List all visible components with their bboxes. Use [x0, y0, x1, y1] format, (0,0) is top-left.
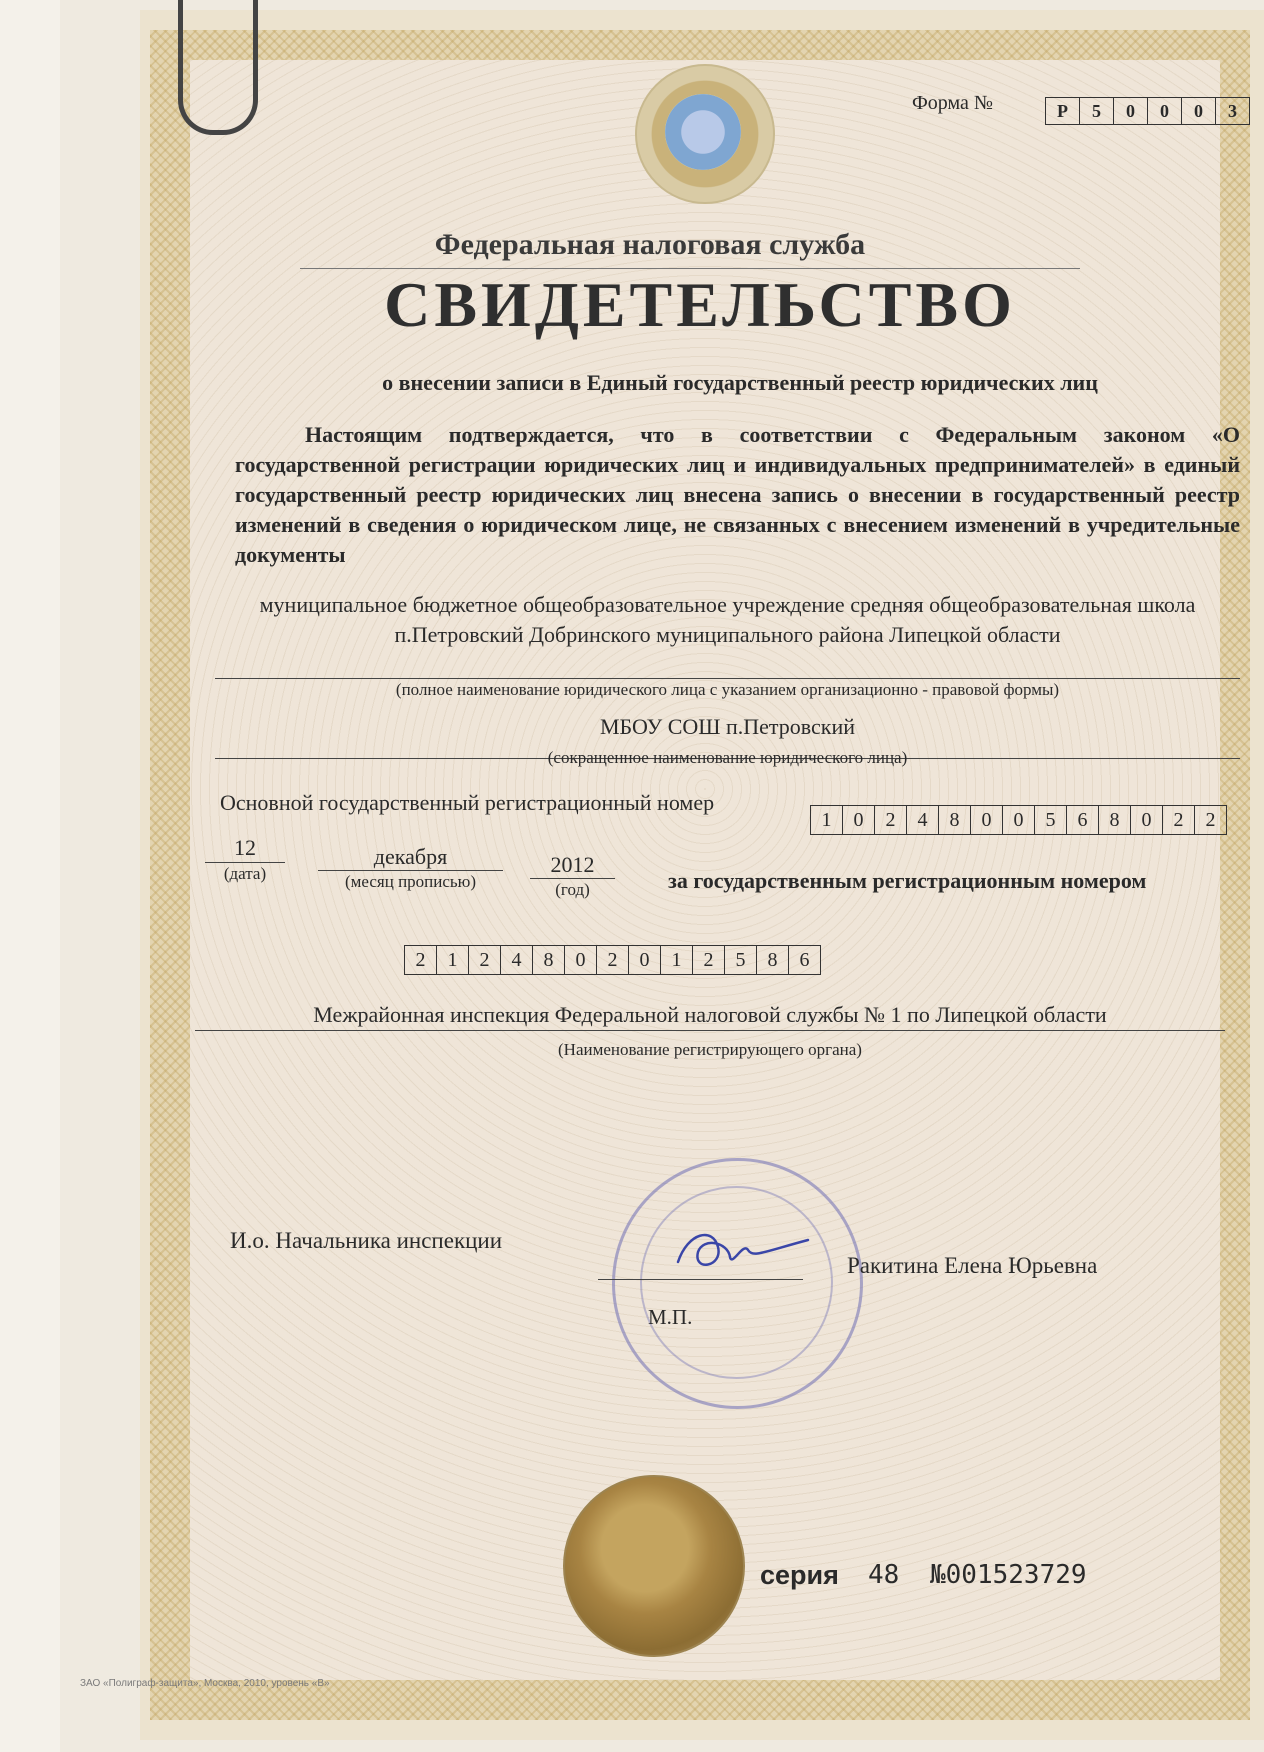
certificate-subtitle: о внесении записи в Единый государственный реестр юридических лиц	[382, 370, 1098, 395]
ogrn-digit-cell: 2	[1163, 805, 1195, 835]
ogrn-digit-cell: 4	[907, 805, 939, 835]
date-day: 12	[234, 835, 256, 860]
full-name-caption: (полное наименование юридического лица с указанием организационно - правовой формы)	[395, 680, 1060, 699]
ogrn-digit-cell: 2	[875, 805, 907, 835]
series-value: 48	[868, 1560, 900, 1590]
signatory-name: Ракитина Елена Юрьевна	[847, 1253, 1098, 1278]
ogrn-digit-cell: 0	[1003, 805, 1035, 835]
date-year: 2012	[550, 852, 595, 877]
form-number-label: Форма №	[912, 92, 993, 114]
ogrn-digit-cell: 5	[1035, 805, 1067, 835]
seal-place-label: М.П.	[648, 1305, 693, 1329]
form-number-cells	[1045, 97, 1250, 125]
ogrn-cells	[810, 805, 1227, 835]
grn-digit-cell: 0	[565, 945, 597, 975]
ogrn-label: Основной государственный регистрационный номер	[220, 790, 715, 815]
ogrn-digit-cell: 0	[843, 805, 875, 835]
grn-cells	[404, 945, 821, 975]
form-code-cell: 5	[1080, 97, 1114, 125]
ogrn-digit-cell: 6	[1067, 805, 1099, 835]
certificate-body-text: Настоящим подтверждается, что в соответствии с Федеральным законом «О государственной регистрации юридических лиц и индивидуальных предпринимателей» в единый государственный реестр юридических лиц внесена запись о внесении в государственный реестр изменений в сведения о юридическом лице, не связанных с внесением изменений в учредительные документы	[235, 422, 1240, 567]
certificate-title: СВИДЕТЕЛЬСТВО	[384, 269, 1016, 340]
series-label: серия	[760, 1560, 839, 1590]
handwritten-signature-icon	[668, 1222, 818, 1282]
signature-line	[598, 1279, 803, 1280]
agency-name: Федеральная налоговая служба	[434, 228, 866, 261]
short-name-caption: (сокращенное наименование юридического лица)	[547, 748, 908, 767]
official-stamp-inner-ring	[640, 1186, 833, 1379]
ogrn-digit-cell: 2	[1195, 805, 1227, 835]
gold-seal-icon	[563, 1475, 745, 1657]
date-year-underline	[530, 878, 615, 879]
date-month-caption: (месяц прописью)	[344, 872, 477, 891]
form-code-cell: 3	[1216, 97, 1250, 125]
grn-digit-cell: 0	[629, 945, 661, 975]
date-day-caption: (дата)	[223, 864, 267, 883]
date-day-underline	[205, 862, 285, 863]
grn-digit-cell: 6	[789, 945, 821, 975]
grn-digit-cell: 8	[757, 945, 789, 975]
grn-label: за государственным регистрационным номером	[668, 868, 1147, 893]
grn-digit-cell: 2	[404, 945, 437, 975]
paper-clip-icon	[178, 0, 258, 135]
form-code-cell: Р	[1045, 97, 1080, 125]
authority-underline	[195, 1030, 1225, 1031]
ogrn-digit-cell: 0	[1131, 805, 1163, 835]
grn-digit-cell: 2	[469, 945, 501, 975]
certificate-number: №001523729	[930, 1560, 1087, 1590]
ogrn-digit-cell: 8	[1099, 805, 1131, 835]
form-code-cell: 0	[1148, 97, 1182, 125]
ogrn-digit-cell: 8	[939, 805, 971, 835]
signatory-position: И.о. Начальника инспекции	[230, 1228, 503, 1253]
entity-full-name: муниципальное бюджетное общеобразовательное учреждение средняя общеобразовательная школа п.Петровский Добринского муниципального района Липецкой области	[259, 592, 1196, 647]
full-name-underline	[215, 678, 1240, 679]
date-month-underline	[318, 870, 503, 871]
authority-caption: (Наименование регистрирующего органа)	[558, 1040, 862, 1059]
hologram-eagle-icon	[665, 94, 741, 170]
entity-short-name: МБОУ СОШ п.Петровский	[599, 714, 856, 739]
grn-digit-cell: 2	[693, 945, 725, 975]
date-year-caption: (год)	[555, 880, 590, 899]
ogrn-digit-cell: 0	[971, 805, 1003, 835]
grn-digit-cell: 4	[501, 945, 533, 975]
date-month: декабря	[373, 844, 448, 869]
grn-digit-cell: 1	[661, 945, 693, 975]
printer-imprint: ЗАО «Полиграф-защита», Москва, 2010, уровень «В»	[80, 1678, 330, 1689]
form-code-cell: 0	[1182, 97, 1216, 125]
form-code-cell: 0	[1114, 97, 1148, 125]
grn-digit-cell: 8	[533, 945, 565, 975]
ogrn-digit-cell: 1	[810, 805, 843, 835]
grn-digit-cell: 1	[437, 945, 469, 975]
grn-digit-cell: 2	[597, 945, 629, 975]
grn-digit-cell: 5	[725, 945, 757, 975]
registering-authority: Межрайонная инспекция Федеральной налоговой службы № 1 по Липецкой области	[313, 1002, 1107, 1027]
